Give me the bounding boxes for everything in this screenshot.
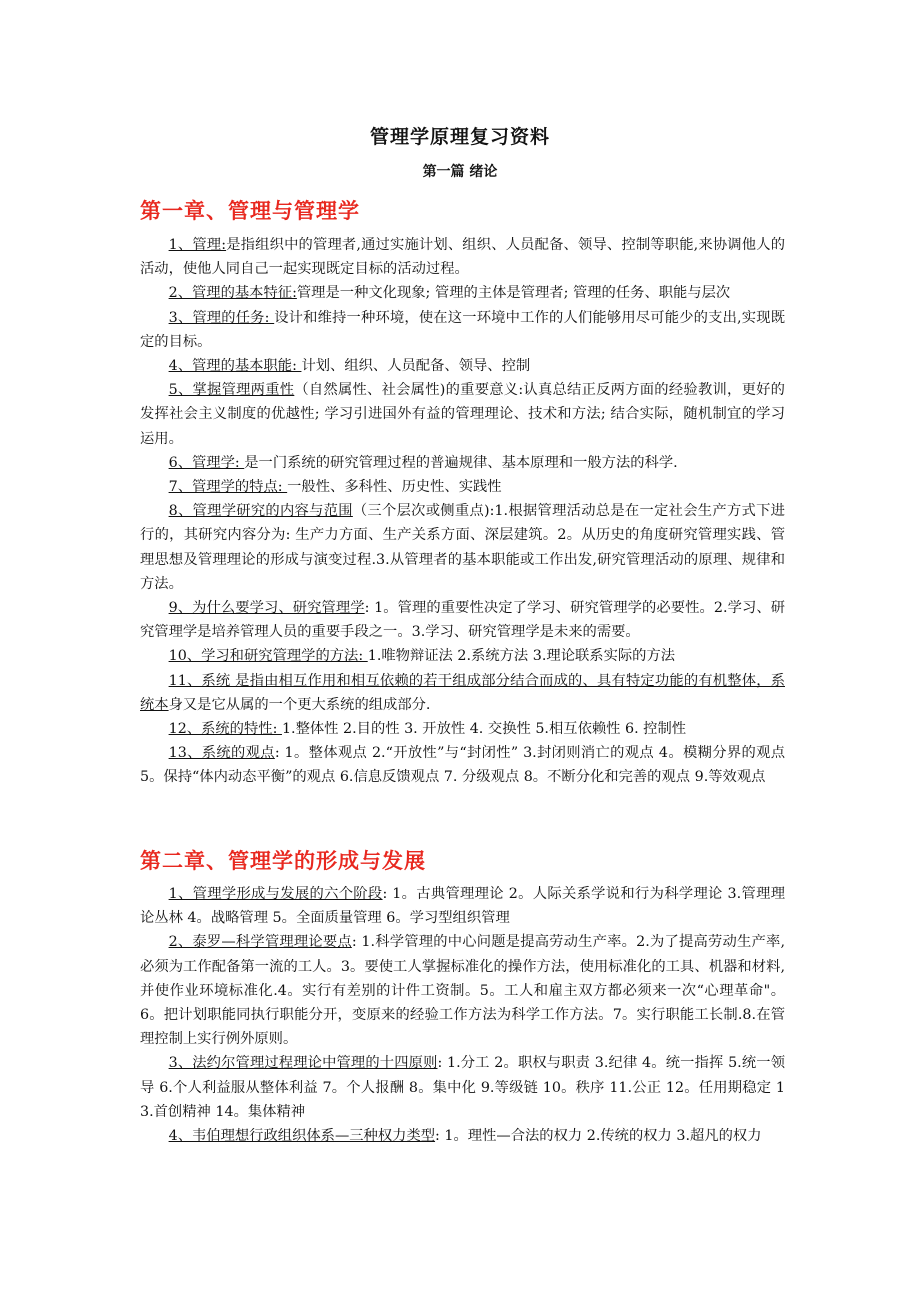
term: 1、管理学形成与发展的六个阶段 [168,886,383,902]
definition: : 1。理性—合法的权力 2.传统的权力 3.超凡的权力 [435,1128,762,1145]
document-title: 管理学原理复习资料 [369,126,550,148]
definition: 计划、组织、人员配备、领导、控制 [301,358,531,375]
definition: 1.唯物辩证法 2.系统方法 3.理论联系实际的方法 [367,648,676,665]
paragraph [140,669,785,717]
term: 7、管理学的特点: [168,479,288,496]
definition: （自然属性、社会属性)的重要意义:认真总结正反两方面的经验教训，更好的发挥社会主义制度的优越性; 学习引进国外有益的管理理论、技术和方法; 结合实际，随机制宜的学习运用。 [140,382,785,447]
paragraph [140,451,785,475]
term: 2、管理的基本特征: [168,285,297,302]
term: 4、韦伯理想行政组织体系—三种权力类型 [168,1128,436,1145]
term: 13、系统的观点 [168,745,275,762]
chapter-1-content [140,233,785,790]
term: 12、系统的特性: [168,721,282,738]
definition: : 1。整体观点 2.“开放性”与“封闭性” 3.封闭则消亡的观点 4。模糊分界的观点 5。保持“体内动态平衡”的观点 6.信息反馈观点 7. 分级观点 8。不断分化和完善的观点 9.等效观点 [140,745,785,786]
paragraph [140,1124,785,1148]
paragraph [140,475,785,499]
paragraph [140,378,785,451]
definition: : 1。管理的重要性决定了学习、研究管理学的必要性。2.学习、研究管理学是培养管理人员的重要手段之一。3.学习、研究管理学是未来的需要。 [140,600,785,641]
definition: : 1.科学管理的中心问题是提高劳动生产率。2.为了提高劳动生产率,必须为工作配备第一流的工人。3。要使工人掌握标准化的操作方法，使用标准化的工具、机器和材料,并使作业环境标准化.4。实行有差别的计件工资制。5。工人和雇主双方都必须来一次“心理革命"。6。把计划职能同执行职能分开，变原来的经验工作方法为科学工作方法。7。实行职能工长制.8.在管理控制上实行例外原则。 [140,934,785,1048]
term: 6、管理学: [168,454,245,471]
definition: 1.整体性 2.目的性 3. 开放性 4. 交换性 5.相互依赖性 6. 控制性 [281,721,687,738]
paragraph [140,499,785,596]
definition: 是一门系统的研究管理过程的普遍规律、基本原理和一般方法的科学. [244,454,678,471]
definition: 管理是一种文化现象; 管理的主体是管理者; 管理的任务、职能与层次 [296,285,731,302]
definition: 是指组织中的管理者,通过实施计划、组织、人员配备、领导、控制等职能,来协调他人的活动，使他人同自己一起实现既定目标的活动过程。 [140,237,785,278]
paragraph [140,354,785,378]
term: 1、管理: [168,237,227,253]
term: 3、法约尔管理过程理论中管理的十四原则 [168,1055,438,1072]
definition: : 1.分工 2。职权与职责 3.纪律 4。统一指挥 5.统一领导 6.个人利益服从整体利益 7。个人报酬 8。集中化 9.等级链 10。秩序 11.公正 12。任用期稳定 13.首创精神 14。集体精神 [140,1055,785,1120]
definition: 一般性、多科性、历史性、实践性 [287,479,502,496]
paragraph [140,281,785,305]
paragraph [140,930,785,1051]
paragraph [140,233,785,281]
definition: 设计和维持一种环境，使在这一环境中工作的人们能够用尽可能少的支出,实现既定的目标。 [140,309,785,350]
term: 4、管理的基本职能: [168,358,302,375]
paragraph [140,717,785,741]
term: 3、管理的任务: [168,309,275,326]
paragraph [140,882,785,930]
term: 9、为什么要学习、研究管理学 [168,600,365,617]
paragraph [140,1051,785,1124]
paragraph [140,306,785,354]
definition: : 1。古典管理理论 2。人际关系学说和行为科学理论 3.管理理论丛林 4。战略管理 5。全面质量管理 6。学习型组织管理 [140,886,785,927]
chapter-1-heading: 第一章、管理与管理学 [140,199,360,223]
term: 10、学习和研究管理学的方法: [168,648,368,665]
term: 11、系统 是指由相互作用和相互依赖的若干组成部分结合而成的、具有特定功能的有机整体，系统本 [140,672,785,713]
paragraph [140,596,785,644]
part-title: 第一篇 绪论 [422,164,498,180]
term: 2、泰罗—科学管理理论要点 [168,934,352,951]
term: 5、掌握管理两重性 [168,382,295,399]
chapter-2-heading: 第二章、管理学的形成与发展 [140,849,426,873]
paragraph [140,741,785,789]
term: 8、管理学研究的内容与范围 [168,503,353,520]
paragraph [140,644,785,668]
definition: 身又是它从属的一个更大系统的组成部分. [168,696,431,713]
definition: （三个层次或侧重点):1.根据管理活动总是在一定社会生产方式下进行的，其研究内容分为: 生产力方面、生产关系方面、深层建筑。2。从历史的角度研究管理实践、管理思想及管理理论的形成与演变过程.3.从管理者的基本职能或工作出发,研究管理活动的原理、规律和方法。 [140,503,785,592]
chapter-2-content [140,882,785,1148]
